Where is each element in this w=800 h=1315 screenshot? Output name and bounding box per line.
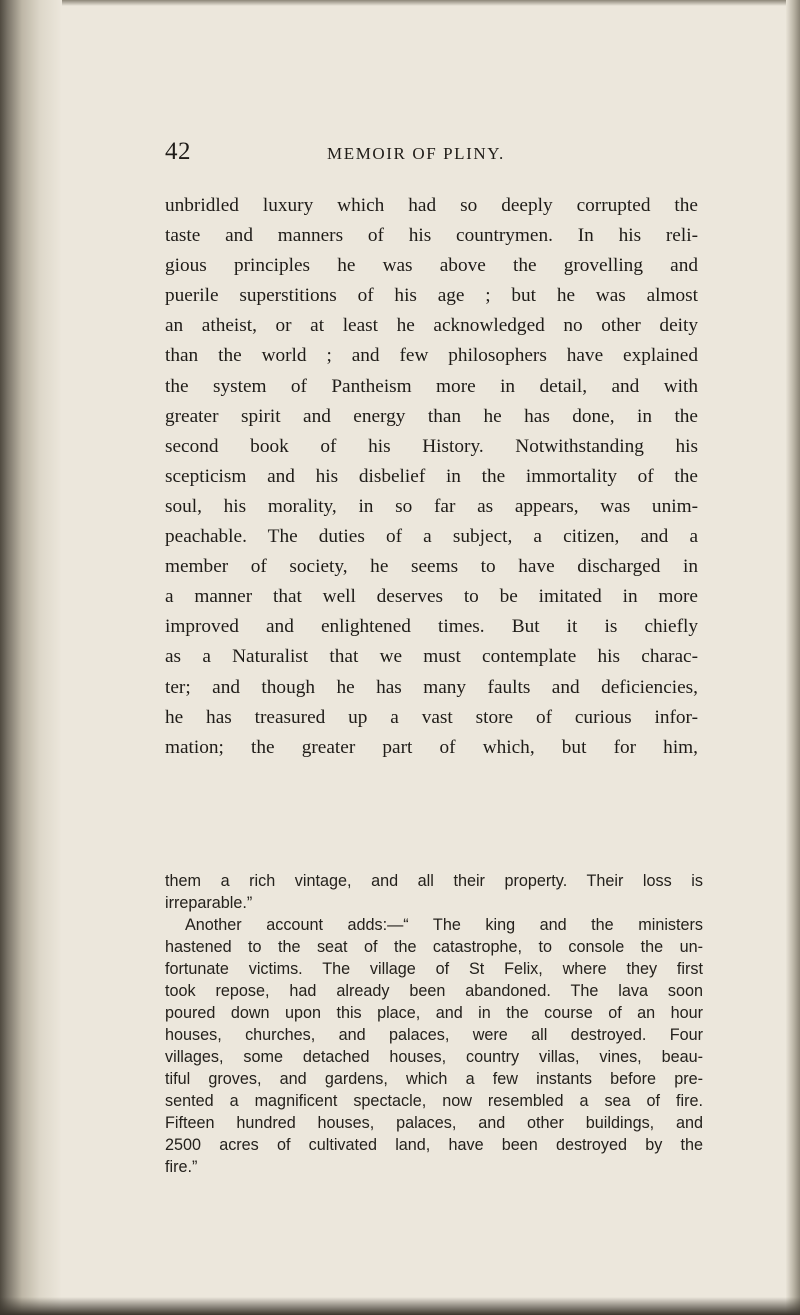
body-line: gious principles he was above the grovelling and xyxy=(165,255,698,277)
footnote-line: poured down upon this place, and in the course of an hour xyxy=(165,1004,703,1022)
page-header xyxy=(165,138,695,168)
body-line: as a Naturalist that we must contemplate his charac- xyxy=(165,646,698,668)
body-line: greater spirit and energy than he has done, in the xyxy=(165,405,698,427)
footnote xyxy=(165,870,703,1178)
body-line: taste and manners of his countrymen. In his reli- xyxy=(165,225,698,247)
body-text xyxy=(165,191,698,763)
footnote-line: Fifteen hundred houses, palaces, and other buildings, and xyxy=(165,1114,703,1132)
body-line: than the world ; and few philosophers have explained xyxy=(165,345,698,367)
footnote-line: took repose, had already been abandoned. The lava soon xyxy=(165,982,703,1000)
page-bottom-edge-shadow xyxy=(0,1297,800,1315)
body-line: the system of Pantheism more in detail, and with xyxy=(165,375,698,397)
body-line: peachable. The duties of a subject, a citizen, and a xyxy=(165,526,698,548)
footnote-line: Another account adds:—“ The king and the ministers xyxy=(185,916,703,934)
footnote-line: houses, churches, and palaces, were all destroyed. Four xyxy=(165,1026,703,1044)
body-line: improved and enlightened times. But it is chiefly xyxy=(165,616,698,638)
footnote-line: fortunate victims. The village of St Felix, where they first xyxy=(165,960,703,978)
footnote-line: fire.” xyxy=(165,1158,198,1176)
book-spine-shadow xyxy=(0,0,62,1315)
footnote-line: 2500 acres of cultivated land, have been destroyed by the xyxy=(165,1136,703,1154)
body-line: second book of his History. Notwithstanding his xyxy=(165,435,698,457)
body-line: scepticism and his disbelief in the immortality of the xyxy=(165,465,698,487)
footnote-line: villages, some detached houses, country villas, vines, beau- xyxy=(165,1048,703,1066)
running-head: MEMOIR OF PLINY. xyxy=(327,144,505,163)
body-line: ter; and though he has many faults and deficiencies, xyxy=(165,676,698,698)
body-line: mation; the greater part of which, but for him, xyxy=(165,736,698,758)
page-number: 42 xyxy=(165,138,191,165)
body-line: puerile superstitions of his age ; but he was almost xyxy=(165,285,698,307)
body-line: soul, his morality, in so far as appears, was unim- xyxy=(165,495,698,517)
body-line: an atheist, or at least he acknowledged no other deity xyxy=(165,315,698,337)
footnote-line: them a rich vintage, and all their property. Their loss is xyxy=(165,872,703,890)
body-line: unbridled luxury which had so deeply corrupted the xyxy=(165,195,698,216)
body-line: member of society, he seems to have discharged in xyxy=(165,556,698,578)
body-line: a manner that well deserves to be imitated in more xyxy=(165,586,698,608)
footnote-line: sented a magnificent spectacle, now resembled a sea of fire. xyxy=(165,1092,703,1110)
page-top-edge-shadow xyxy=(0,0,800,6)
footnote-line: hastened to the seat of the catastrophe, to console the un- xyxy=(165,938,703,956)
footnote-line: irreparable.” xyxy=(165,894,253,912)
body-line: he has treasured up a vast store of curious infor- xyxy=(165,706,698,728)
page-right-edge-shadow xyxy=(786,0,800,1315)
footnote-line: tiful groves, and gardens, which a few instants before pre- xyxy=(165,1070,703,1088)
